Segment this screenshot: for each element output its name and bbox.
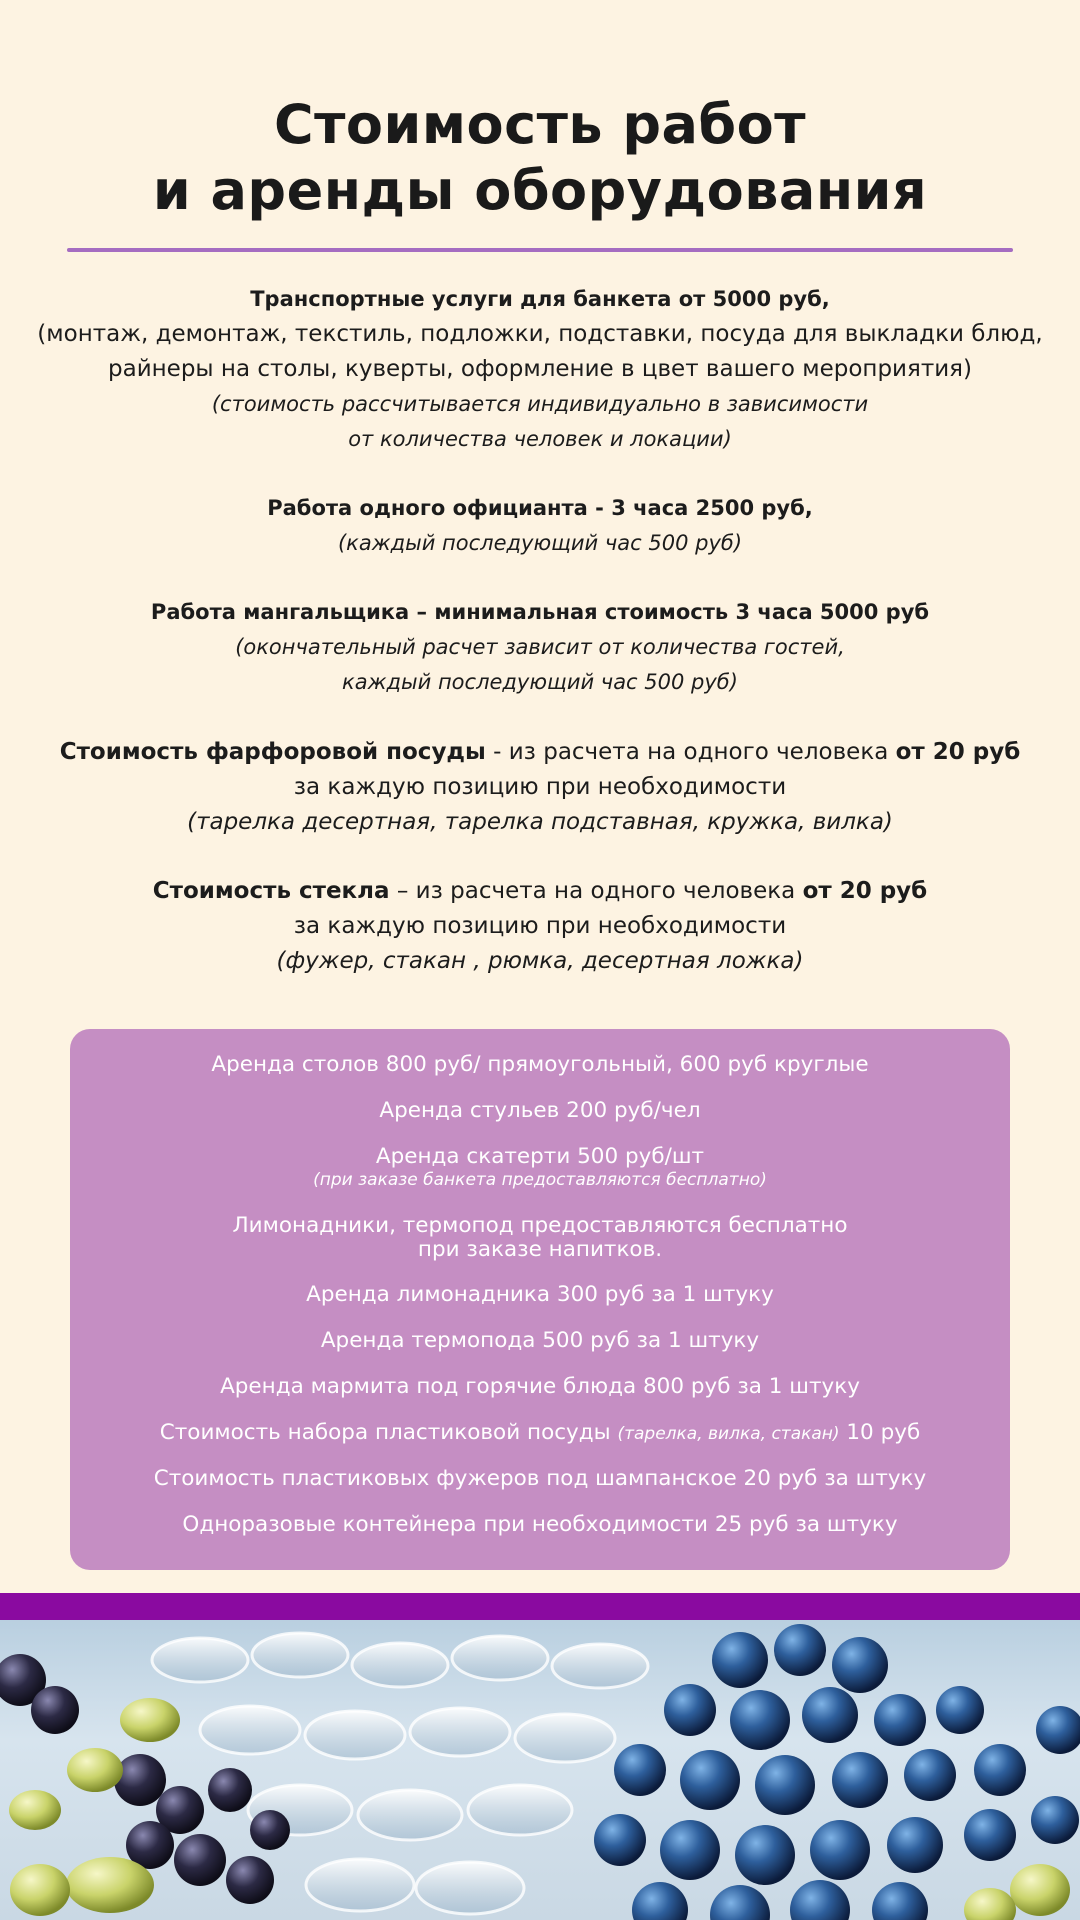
photo-illustration [0, 1620, 1080, 1920]
rental-price-box [70, 1029, 1010, 1570]
porcelain-line-2: за каждую позицию при необходимости [293, 774, 787, 800]
rental-containers: Одноразовые контейнера при необходимости 25 руб за штуку [182, 1512, 898, 1537]
porcelain-section [0, 735, 1080, 840]
glass-line-2: за каждую позицию при необходимости [293, 913, 787, 939]
grill-section [0, 595, 1080, 700]
transport-note-line-2: от количества человек и локации) [348, 427, 732, 451]
page-title-line-2: и аренды оборудования [152, 159, 928, 222]
page-title-line-1: Стоимость работ [273, 93, 807, 156]
glasses-and-grapes-photo [0, 1620, 1080, 1920]
title-divider [67, 248, 1013, 252]
rental-free-line-2: при заказе напитков. [417, 1237, 663, 1262]
transport-details-line-2: райнеры на столы, куверты, оформление в цвет вашего мероприятия) [108, 356, 972, 382]
glass-price: от 20 руб [802, 878, 928, 904]
porcelain-text: - из расчета на одного человека [485, 739, 896, 765]
porcelain-label: Стоимость фарфоровой посуды [59, 739, 486, 765]
grill-heading: Работа мангальщика – минимальная стоимость 3 часа 5000 руб [150, 600, 930, 624]
rental-plastic-set [70, 1420, 1010, 1447]
waiter-note: (каждый последующий час 500 руб) [337, 531, 743, 555]
transport-section [0, 282, 1080, 457]
rental-thermopod: Аренда термопода 500 руб за 1 штуку [320, 1328, 760, 1353]
rental-plastic-note: (тарелка, вилка, стакан) [617, 1424, 840, 1444]
rental-flutes: Стоимость пластиковых фужеров под шампанское 20 руб за штуку [153, 1466, 927, 1491]
rental-free-line-1: Лимонадники, термопод предоставляются бесплатно [232, 1213, 848, 1238]
rental-marmite: Аренда мармита под горячие блюда 800 руб за 1 штуку [220, 1374, 860, 1399]
grill-note-line-2: каждый последующий час 500 руб) [342, 670, 738, 694]
rental-lemonade: Аренда лимонадника 300 руб за 1 штуку [306, 1282, 774, 1307]
transport-heading: Транспортные услуги для банкета от 5000 руб, [250, 287, 830, 311]
glass-label: Стоимость стекла [152, 878, 390, 904]
accent-band [0, 1593, 1080, 1620]
glass-note: (фужер, стакан , рюмка, десертная ложка) [276, 948, 804, 974]
waiter-heading: Работа одного официанта - 3 часа 2500 руб, [267, 496, 813, 520]
rental-tablecloth: Аренда скатерти 500 руб/шт [375, 1144, 705, 1169]
rental-tablecloth-note: (при заказе банкета предоставляются бесплатно) [313, 1170, 767, 1190]
waiter-section [0, 491, 1080, 561]
transport-note-line-1: (стоимость рассчитывается индивидуально в зависимости [211, 392, 869, 416]
porcelain-line-1 [0, 735, 1080, 770]
transport-details-line-1: (монтаж, демонтаж, текстиль, подложки, подставки, посуда для выкладки блюд, [37, 321, 1043, 347]
glass-text: – из расчета на одного человека [389, 878, 803, 904]
rental-plastic-price: 10 руб [839, 1420, 921, 1445]
grill-note-line-1: (окончательный расчет зависит от количества гостей, [235, 635, 845, 659]
rental-tables: Аренда столов 800 руб/ прямоугольный, 600 руб круглые [211, 1052, 869, 1077]
porcelain-price: от 20 руб [895, 739, 1021, 765]
glass-section [0, 874, 1080, 979]
page-title [0, 92, 1080, 224]
porcelain-note: (тарелка десертная, тарелка подставная, кружка, вилка) [187, 809, 893, 835]
rental-plastic-label: Стоимость набора пластиковой посуды [159, 1420, 618, 1445]
glass-line-1 [0, 874, 1080, 909]
rental-chairs: Аренда стульев 200 руб/чел [379, 1098, 701, 1123]
